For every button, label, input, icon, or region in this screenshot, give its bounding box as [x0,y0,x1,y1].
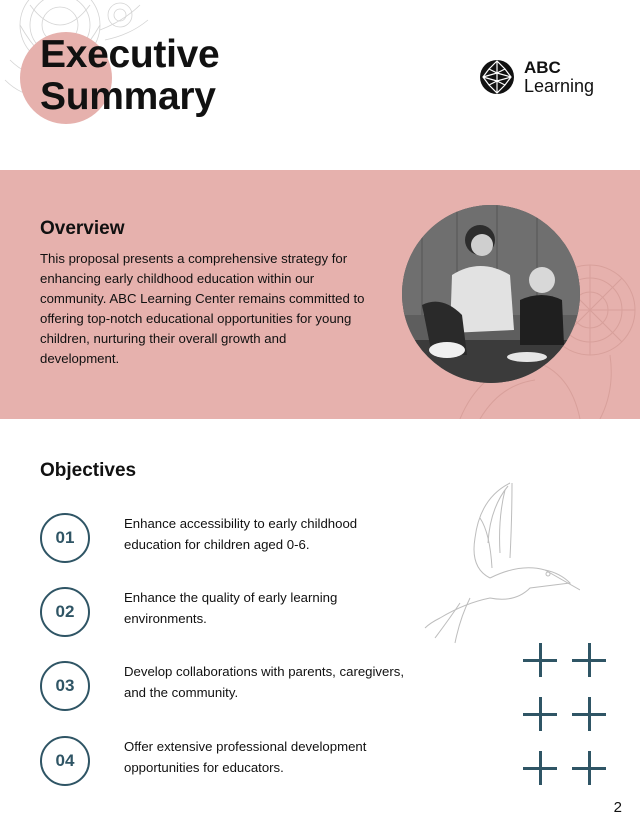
overview-section [0,170,640,419]
overview-heading: Overview [40,218,125,239]
globe-network-icon [479,59,515,95]
logo-text-learning: Learning [524,76,595,96]
plus-icon [523,751,557,785]
page-title-line2: Summary [40,75,216,118]
objective-number-badge: 01 [40,513,90,563]
page-title [40,34,219,118]
plus-icon [572,643,606,677]
objective-number-badge: 04 [40,736,90,786]
page-title-line1: Executive [40,33,220,76]
objective-number-badge: 03 [40,661,90,711]
objective-text: Develop collaborations with parents, caregivers, and the community. [124,664,405,700]
objective-text: Enhance the quality of early learning environments. [124,590,338,626]
objectives-heading: Objectives [40,460,137,481]
photo-illustration [402,205,580,383]
woman-and-child-photo [402,205,580,383]
logo-text-abc: ABC [524,58,561,77]
abc-learning-logo [479,59,594,95]
objective-text: Enhance accessibility to early childhood education for children aged 0-6. [124,516,358,552]
objective-item-01 [40,513,440,565]
objective-item-04 [40,736,440,788]
objective-item-03 [40,661,440,713]
objective-text: Offer extensive professional development opportunities for educators. [124,739,367,775]
objective-item-02 [40,587,440,639]
objective-number-badge: 02 [40,587,90,637]
plus-icon [572,751,606,785]
hummingbird-sketch-decoration [420,478,580,648]
plus-icon [572,697,606,731]
overview-paragraph: This proposal presents a comprehensive strategy for enhancing early childhood education within our community. ABC Learning Center remains committed to offering top-notch educational opportunities for young children, nurturing their overall growth and development. [40,251,365,366]
page-number: 2 [613,799,622,816]
plus-icon [523,697,557,731]
plus-icon [523,643,557,677]
